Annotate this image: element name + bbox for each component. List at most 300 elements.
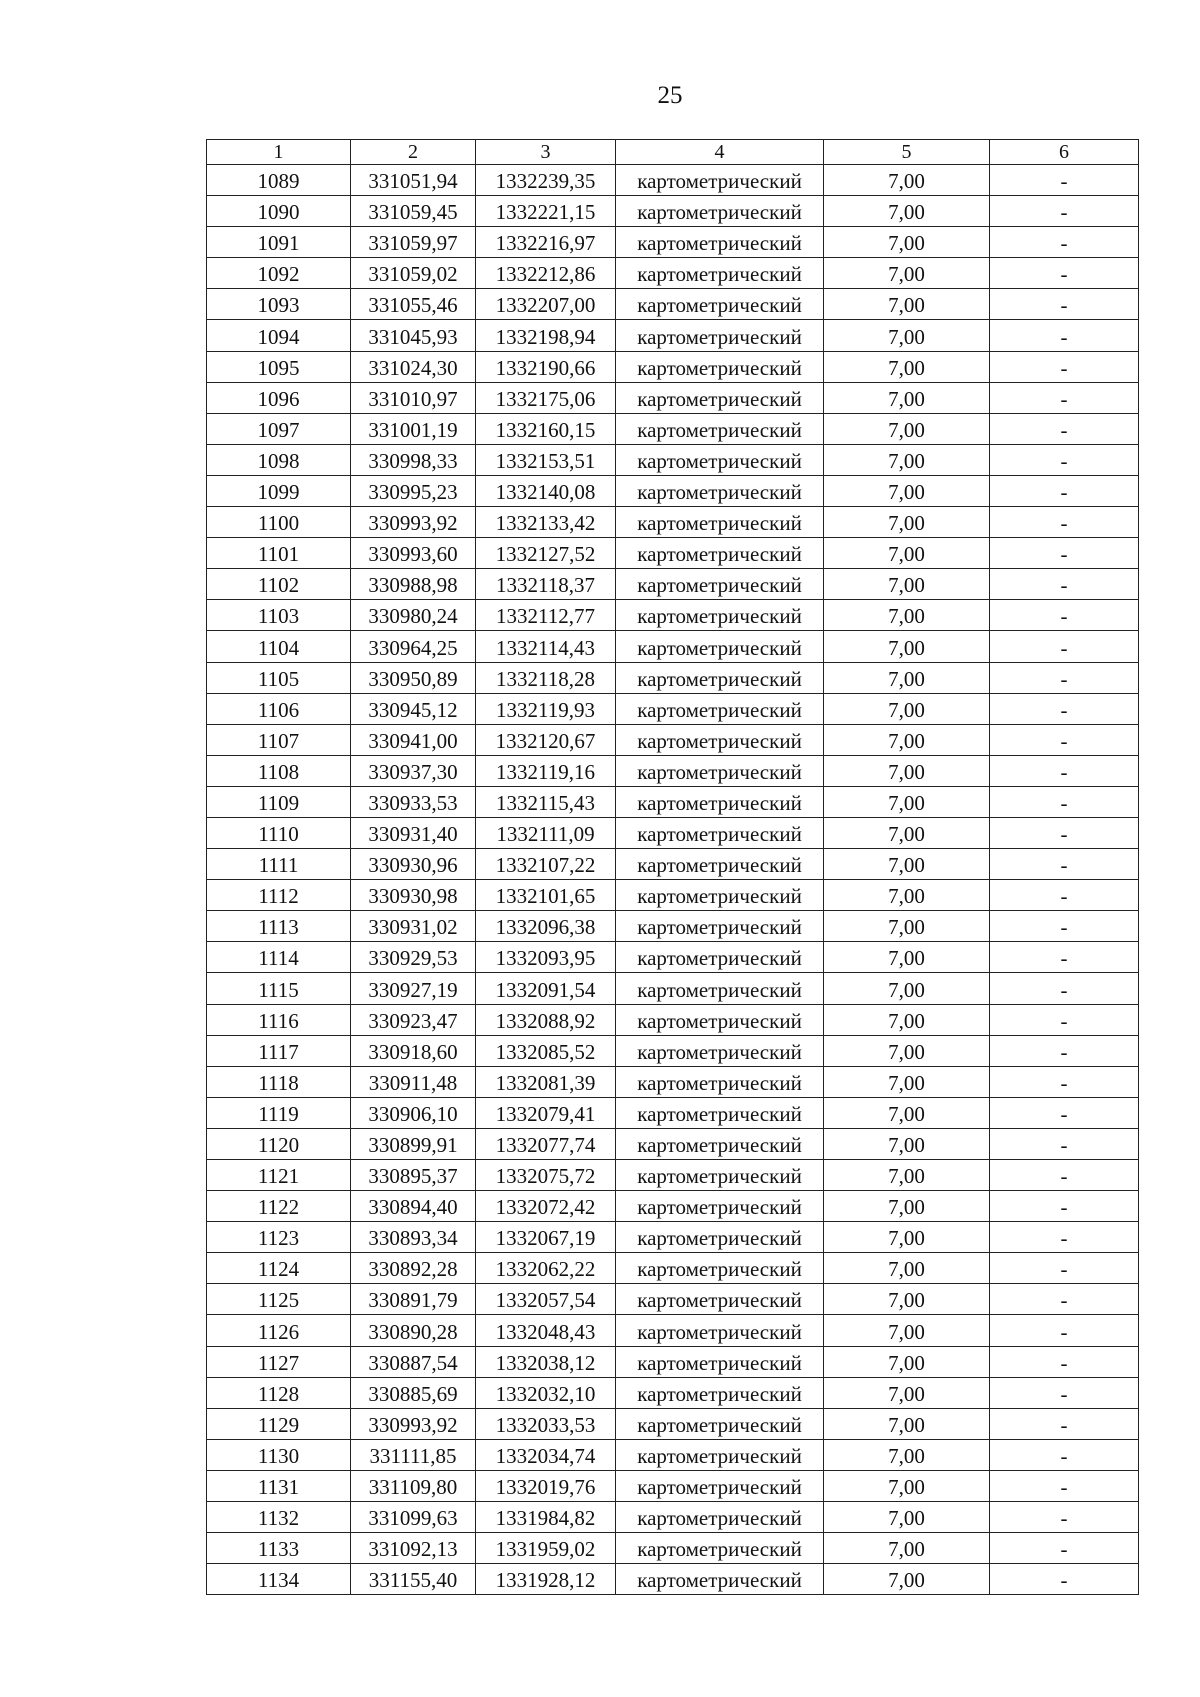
page-number: 25 xyxy=(657,82,683,109)
table-row xyxy=(207,880,1139,911)
table-row xyxy=(207,289,1139,320)
method-cell: картометрический xyxy=(616,1128,824,1159)
note-cell: - xyxy=(990,1066,1139,1097)
y-coordinate-cell: 1332198,94 xyxy=(476,320,616,351)
point-number-cell: 1100 xyxy=(207,507,351,538)
x-coordinate-cell: 330988,98 xyxy=(351,569,476,600)
method-cell: картометрический xyxy=(616,880,824,911)
x-coordinate-cell: 331111,85 xyxy=(351,1439,476,1470)
table-row xyxy=(207,569,1139,600)
x-coordinate-cell: 330980,24 xyxy=(351,600,476,631)
x-coordinate-cell: 330931,40 xyxy=(351,817,476,848)
y-coordinate-cell: 1332112,77 xyxy=(476,600,616,631)
point-number-cell: 1113 xyxy=(207,911,351,942)
y-coordinate-cell: 1332120,67 xyxy=(476,724,616,755)
y-coordinate-cell: 1332077,74 xyxy=(476,1128,616,1159)
x-coordinate-cell: 331059,45 xyxy=(351,196,476,227)
note-cell: - xyxy=(990,165,1139,196)
point-number-cell: 1114 xyxy=(207,942,351,973)
y-coordinate-cell: 1332079,41 xyxy=(476,1097,616,1128)
table-row xyxy=(207,1253,1139,1284)
method-cell: картометрический xyxy=(616,475,824,506)
y-coordinate-cell: 1332127,52 xyxy=(476,538,616,569)
note-cell: - xyxy=(990,973,1139,1004)
x-coordinate-cell: 330993,92 xyxy=(351,1408,476,1439)
accuracy-cell: 7,00 xyxy=(824,507,990,538)
table-row xyxy=(207,475,1139,506)
table-row xyxy=(207,507,1139,538)
note-cell: - xyxy=(990,942,1139,973)
accuracy-cell: 7,00 xyxy=(824,1222,990,1253)
method-cell: картометрический xyxy=(616,165,824,196)
note-cell: - xyxy=(990,1004,1139,1035)
table-row xyxy=(207,631,1139,662)
y-coordinate-cell: 1332114,43 xyxy=(476,631,616,662)
y-coordinate-cell: 1332115,43 xyxy=(476,786,616,817)
accuracy-cell: 7,00 xyxy=(824,1408,990,1439)
note-cell: - xyxy=(990,289,1139,320)
table-row xyxy=(207,258,1139,289)
method-cell: картометрический xyxy=(616,1066,824,1097)
point-number-cell: 1132 xyxy=(207,1502,351,1533)
y-coordinate-cell: 1332175,06 xyxy=(476,382,616,413)
y-coordinate-cell: 1332096,38 xyxy=(476,911,616,942)
note-cell: - xyxy=(990,693,1139,724)
x-coordinate-cell: 330893,34 xyxy=(351,1222,476,1253)
note-cell: - xyxy=(990,1222,1139,1253)
point-number-cell: 1106 xyxy=(207,693,351,724)
method-cell: картометрический xyxy=(616,1439,824,1470)
table-row xyxy=(207,1097,1139,1128)
x-coordinate-cell: 330891,79 xyxy=(351,1284,476,1315)
x-coordinate-cell: 330918,60 xyxy=(351,1035,476,1066)
column-header: 5 xyxy=(824,140,990,165)
accuracy-cell: 7,00 xyxy=(824,600,990,631)
table-row xyxy=(207,786,1139,817)
note-cell: - xyxy=(990,320,1139,351)
y-coordinate-cell: 1332038,12 xyxy=(476,1346,616,1377)
note-cell: - xyxy=(990,600,1139,631)
point-number-cell: 1127 xyxy=(207,1346,351,1377)
table-row xyxy=(207,444,1139,475)
accuracy-cell: 7,00 xyxy=(824,1502,990,1533)
note-cell: - xyxy=(990,382,1139,413)
y-coordinate-cell: 1332067,19 xyxy=(476,1222,616,1253)
x-coordinate-cell: 331109,80 xyxy=(351,1470,476,1501)
table-row xyxy=(207,693,1139,724)
method-cell: картометрический xyxy=(616,227,824,258)
x-coordinate-cell: 331055,46 xyxy=(351,289,476,320)
point-number-cell: 1108 xyxy=(207,755,351,786)
accuracy-cell: 7,00 xyxy=(824,1128,990,1159)
column-header: 1 xyxy=(207,140,351,165)
x-coordinate-cell: 330945,12 xyxy=(351,693,476,724)
point-number-cell: 1109 xyxy=(207,786,351,817)
method-cell: картометрический xyxy=(616,507,824,538)
method-cell: картометрический xyxy=(616,289,824,320)
table-row xyxy=(207,382,1139,413)
method-cell: картометрический xyxy=(616,258,824,289)
y-coordinate-cell: 1332101,65 xyxy=(476,880,616,911)
note-cell: - xyxy=(990,1564,1139,1595)
method-cell: картометрический xyxy=(616,911,824,942)
method-cell: картометрический xyxy=(616,196,824,227)
note-cell: - xyxy=(990,1377,1139,1408)
x-coordinate-cell: 331092,13 xyxy=(351,1533,476,1564)
x-coordinate-cell: 330931,02 xyxy=(351,911,476,942)
point-number-cell: 1124 xyxy=(207,1253,351,1284)
y-coordinate-cell: 1331959,02 xyxy=(476,1533,616,1564)
table-row xyxy=(207,1066,1139,1097)
point-number-cell: 1118 xyxy=(207,1066,351,1097)
point-number-cell: 1115 xyxy=(207,973,351,1004)
note-cell: - xyxy=(990,1284,1139,1315)
table-row xyxy=(207,1346,1139,1377)
x-coordinate-cell: 330911,48 xyxy=(351,1066,476,1097)
table-row xyxy=(207,849,1139,880)
y-coordinate-cell: 1332072,42 xyxy=(476,1191,616,1222)
point-number-cell: 1121 xyxy=(207,1160,351,1191)
x-coordinate-cell: 331001,19 xyxy=(351,413,476,444)
note-cell: - xyxy=(990,662,1139,693)
point-number-cell: 1092 xyxy=(207,258,351,289)
table-row xyxy=(207,1502,1139,1533)
x-coordinate-cell: 330892,28 xyxy=(351,1253,476,1284)
table-row xyxy=(207,1222,1139,1253)
table-row xyxy=(207,817,1139,848)
x-coordinate-cell: 330937,30 xyxy=(351,755,476,786)
method-cell: картометрический xyxy=(616,1222,824,1253)
y-coordinate-cell: 1332091,54 xyxy=(476,973,616,1004)
accuracy-cell: 7,00 xyxy=(824,1066,990,1097)
note-cell: - xyxy=(990,1253,1139,1284)
method-cell: картометрический xyxy=(616,1470,824,1501)
point-number-cell: 1123 xyxy=(207,1222,351,1253)
table-row xyxy=(207,1408,1139,1439)
accuracy-cell: 7,00 xyxy=(824,942,990,973)
accuracy-cell: 7,00 xyxy=(824,165,990,196)
table-row xyxy=(207,1284,1139,1315)
x-coordinate-cell: 330906,10 xyxy=(351,1097,476,1128)
note-cell: - xyxy=(990,1439,1139,1470)
method-cell: картометрический xyxy=(616,1564,824,1595)
table-row xyxy=(207,351,1139,382)
point-number-cell: 1105 xyxy=(207,662,351,693)
table-row xyxy=(207,942,1139,973)
accuracy-cell: 7,00 xyxy=(824,444,990,475)
method-cell: картометрический xyxy=(616,1253,824,1284)
accuracy-cell: 7,00 xyxy=(824,1439,990,1470)
point-number-cell: 1097 xyxy=(207,413,351,444)
accuracy-cell: 7,00 xyxy=(824,1097,990,1128)
note-cell: - xyxy=(990,507,1139,538)
method-cell: картометрический xyxy=(616,600,824,631)
method-cell: картометрический xyxy=(616,1004,824,1035)
table-row xyxy=(207,1191,1139,1222)
table-row xyxy=(207,413,1139,444)
x-coordinate-cell: 331059,97 xyxy=(351,227,476,258)
method-cell: картометрический xyxy=(616,444,824,475)
accuracy-cell: 7,00 xyxy=(824,569,990,600)
note-cell: - xyxy=(990,258,1139,289)
y-coordinate-cell: 1332119,93 xyxy=(476,693,616,724)
method-cell: картометрический xyxy=(616,320,824,351)
header-row xyxy=(207,140,1139,165)
accuracy-cell: 7,00 xyxy=(824,724,990,755)
method-cell: картометрический xyxy=(616,973,824,1004)
table-body xyxy=(207,165,1139,1595)
y-coordinate-cell: 1332062,22 xyxy=(476,1253,616,1284)
method-cell: картометрический xyxy=(616,817,824,848)
column-header: 4 xyxy=(616,140,824,165)
column-header: 2 xyxy=(351,140,476,165)
table-row xyxy=(207,196,1139,227)
method-cell: картометрический xyxy=(616,849,824,880)
accuracy-cell: 7,00 xyxy=(824,475,990,506)
y-coordinate-cell: 1332033,53 xyxy=(476,1408,616,1439)
accuracy-cell: 7,00 xyxy=(824,1315,990,1346)
column-header: 3 xyxy=(476,140,616,165)
table-row xyxy=(207,1439,1139,1470)
y-coordinate-cell: 1332057,54 xyxy=(476,1284,616,1315)
accuracy-cell: 7,00 xyxy=(824,382,990,413)
point-number-cell: 1122 xyxy=(207,1191,351,1222)
note-cell: - xyxy=(990,786,1139,817)
note-cell: - xyxy=(990,444,1139,475)
accuracy-cell: 7,00 xyxy=(824,849,990,880)
point-number-cell: 1117 xyxy=(207,1035,351,1066)
method-cell: картометрический xyxy=(616,693,824,724)
point-number-cell: 1101 xyxy=(207,538,351,569)
method-cell: картометрический xyxy=(616,662,824,693)
method-cell: картометрический xyxy=(616,755,824,786)
y-coordinate-cell: 1332118,37 xyxy=(476,569,616,600)
table-row xyxy=(207,1564,1139,1595)
x-coordinate-cell: 330930,96 xyxy=(351,849,476,880)
x-coordinate-cell: 331024,30 xyxy=(351,351,476,382)
x-coordinate-cell: 330923,47 xyxy=(351,1004,476,1035)
accuracy-cell: 7,00 xyxy=(824,1004,990,1035)
point-number-cell: 1094 xyxy=(207,320,351,351)
method-cell: картометрический xyxy=(616,1097,824,1128)
note-cell: - xyxy=(990,569,1139,600)
method-cell: картометрический xyxy=(616,1160,824,1191)
method-cell: картометрический xyxy=(616,942,824,973)
table-row xyxy=(207,1533,1139,1564)
point-number-cell: 1107 xyxy=(207,724,351,755)
x-coordinate-cell: 330890,28 xyxy=(351,1315,476,1346)
x-coordinate-cell: 330885,69 xyxy=(351,1377,476,1408)
method-cell: картометрический xyxy=(616,1377,824,1408)
method-cell: картометрический xyxy=(616,1408,824,1439)
accuracy-cell: 7,00 xyxy=(824,538,990,569)
point-number-cell: 1089 xyxy=(207,165,351,196)
accuracy-cell: 7,00 xyxy=(824,817,990,848)
x-coordinate-cell: 331045,93 xyxy=(351,320,476,351)
accuracy-cell: 7,00 xyxy=(824,1191,990,1222)
y-coordinate-cell: 1332019,76 xyxy=(476,1470,616,1501)
method-cell: картометрический xyxy=(616,1035,824,1066)
x-coordinate-cell: 330887,54 xyxy=(351,1346,476,1377)
accuracy-cell: 7,00 xyxy=(824,289,990,320)
note-cell: - xyxy=(990,724,1139,755)
point-number-cell: 1098 xyxy=(207,444,351,475)
y-coordinate-cell: 1332034,74 xyxy=(476,1439,616,1470)
y-coordinate-cell: 1332119,16 xyxy=(476,755,616,786)
method-cell: картометрический xyxy=(616,786,824,817)
x-coordinate-cell: 330895,37 xyxy=(351,1160,476,1191)
method-cell: картометрический xyxy=(616,631,824,662)
point-number-cell: 1099 xyxy=(207,475,351,506)
y-coordinate-cell: 1332085,52 xyxy=(476,1035,616,1066)
method-cell: картометрический xyxy=(616,1284,824,1315)
note-cell: - xyxy=(990,227,1139,258)
point-number-cell: 1119 xyxy=(207,1097,351,1128)
x-coordinate-cell: 331059,02 xyxy=(351,258,476,289)
accuracy-cell: 7,00 xyxy=(824,693,990,724)
point-number-cell: 1096 xyxy=(207,382,351,413)
y-coordinate-cell: 1332133,42 xyxy=(476,507,616,538)
point-number-cell: 1131 xyxy=(207,1470,351,1501)
point-number-cell: 1120 xyxy=(207,1128,351,1159)
accuracy-cell: 7,00 xyxy=(824,755,990,786)
y-coordinate-cell: 1331928,12 xyxy=(476,1564,616,1595)
y-coordinate-cell: 1332212,86 xyxy=(476,258,616,289)
note-cell: - xyxy=(990,1502,1139,1533)
table-row xyxy=(207,1470,1139,1501)
accuracy-cell: 7,00 xyxy=(824,911,990,942)
table-row xyxy=(207,1035,1139,1066)
column-header: 6 xyxy=(990,140,1139,165)
point-number-cell: 1095 xyxy=(207,351,351,382)
method-cell: картометрический xyxy=(616,1346,824,1377)
x-coordinate-cell: 330933,53 xyxy=(351,786,476,817)
accuracy-cell: 7,00 xyxy=(824,1346,990,1377)
x-coordinate-cell: 331099,63 xyxy=(351,1502,476,1533)
method-cell: картометрический xyxy=(616,1533,824,1564)
note-cell: - xyxy=(990,1191,1139,1222)
accuracy-cell: 7,00 xyxy=(824,1284,990,1315)
point-number-cell: 1102 xyxy=(207,569,351,600)
note-cell: - xyxy=(990,1408,1139,1439)
note-cell: - xyxy=(990,196,1139,227)
accuracy-cell: 7,00 xyxy=(824,196,990,227)
point-number-cell: 1093 xyxy=(207,289,351,320)
note-cell: - xyxy=(990,1533,1139,1564)
y-coordinate-cell: 1332075,72 xyxy=(476,1160,616,1191)
note-cell: - xyxy=(990,1470,1139,1501)
accuracy-cell: 7,00 xyxy=(824,258,990,289)
table-row xyxy=(207,1004,1139,1035)
table-row xyxy=(207,911,1139,942)
table-row xyxy=(207,538,1139,569)
y-coordinate-cell: 1332153,51 xyxy=(476,444,616,475)
point-number-cell: 1129 xyxy=(207,1408,351,1439)
point-number-cell: 1110 xyxy=(207,817,351,848)
note-cell: - xyxy=(990,849,1139,880)
point-number-cell: 1125 xyxy=(207,1284,351,1315)
y-coordinate-cell: 1332081,39 xyxy=(476,1066,616,1097)
accuracy-cell: 7,00 xyxy=(824,1035,990,1066)
note-cell: - xyxy=(990,631,1139,662)
point-number-cell: 1111 xyxy=(207,849,351,880)
table-row xyxy=(207,320,1139,351)
table-row xyxy=(207,1128,1139,1159)
y-coordinate-cell: 1332118,28 xyxy=(476,662,616,693)
x-coordinate-cell: 331155,40 xyxy=(351,1564,476,1595)
note-cell: - xyxy=(990,1315,1139,1346)
point-number-cell: 1116 xyxy=(207,1004,351,1035)
y-coordinate-cell: 1332221,15 xyxy=(476,196,616,227)
method-cell: картометрический xyxy=(616,413,824,444)
y-coordinate-cell: 1332048,43 xyxy=(476,1315,616,1346)
y-coordinate-cell: 1332111,09 xyxy=(476,817,616,848)
x-coordinate-cell: 330927,19 xyxy=(351,973,476,1004)
method-cell: картометрический xyxy=(616,724,824,755)
x-coordinate-cell: 330929,53 xyxy=(351,942,476,973)
x-coordinate-cell: 330894,40 xyxy=(351,1191,476,1222)
x-coordinate-cell: 331010,97 xyxy=(351,382,476,413)
method-cell: картометрический xyxy=(616,569,824,600)
accuracy-cell: 7,00 xyxy=(824,973,990,1004)
note-cell: - xyxy=(990,1160,1139,1191)
y-coordinate-cell: 1332088,92 xyxy=(476,1004,616,1035)
table-row xyxy=(207,1315,1139,1346)
note-cell: - xyxy=(990,1346,1139,1377)
point-number-cell: 1134 xyxy=(207,1564,351,1595)
x-coordinate-cell: 330993,92 xyxy=(351,507,476,538)
accuracy-cell: 7,00 xyxy=(824,631,990,662)
note-cell: - xyxy=(990,538,1139,569)
method-cell: картометрический xyxy=(616,382,824,413)
table-row xyxy=(207,973,1139,1004)
method-cell: картометрический xyxy=(616,1502,824,1533)
note-cell: - xyxy=(990,475,1139,506)
accuracy-cell: 7,00 xyxy=(824,1564,990,1595)
point-number-cell: 1126 xyxy=(207,1315,351,1346)
accuracy-cell: 7,00 xyxy=(824,1377,990,1408)
table-row xyxy=(207,1160,1139,1191)
point-number-cell: 1103 xyxy=(207,600,351,631)
method-cell: картометрический xyxy=(616,351,824,382)
accuracy-cell: 7,00 xyxy=(824,1160,990,1191)
accuracy-cell: 7,00 xyxy=(824,1533,990,1564)
table-row xyxy=(207,724,1139,755)
point-number-cell: 1128 xyxy=(207,1377,351,1408)
note-cell: - xyxy=(990,1035,1139,1066)
point-number-cell: 1130 xyxy=(207,1439,351,1470)
accuracy-cell: 7,00 xyxy=(824,320,990,351)
x-coordinate-cell: 331051,94 xyxy=(351,165,476,196)
accuracy-cell: 7,00 xyxy=(824,1253,990,1284)
y-coordinate-cell: 1331984,82 xyxy=(476,1502,616,1533)
y-coordinate-cell: 1332107,22 xyxy=(476,849,616,880)
note-cell: - xyxy=(990,1128,1139,1159)
point-number-cell: 1090 xyxy=(207,196,351,227)
table-row xyxy=(207,1377,1139,1408)
accuracy-cell: 7,00 xyxy=(824,662,990,693)
table-row xyxy=(207,755,1139,786)
method-cell: картометрический xyxy=(616,1191,824,1222)
note-cell: - xyxy=(990,351,1139,382)
y-coordinate-cell: 1332207,00 xyxy=(476,289,616,320)
y-coordinate-cell: 1332140,08 xyxy=(476,475,616,506)
method-cell: картометрический xyxy=(616,1315,824,1346)
table-row xyxy=(207,165,1139,196)
y-coordinate-cell: 1332093,95 xyxy=(476,942,616,973)
x-coordinate-cell: 330998,33 xyxy=(351,444,476,475)
accuracy-cell: 7,00 xyxy=(824,227,990,258)
